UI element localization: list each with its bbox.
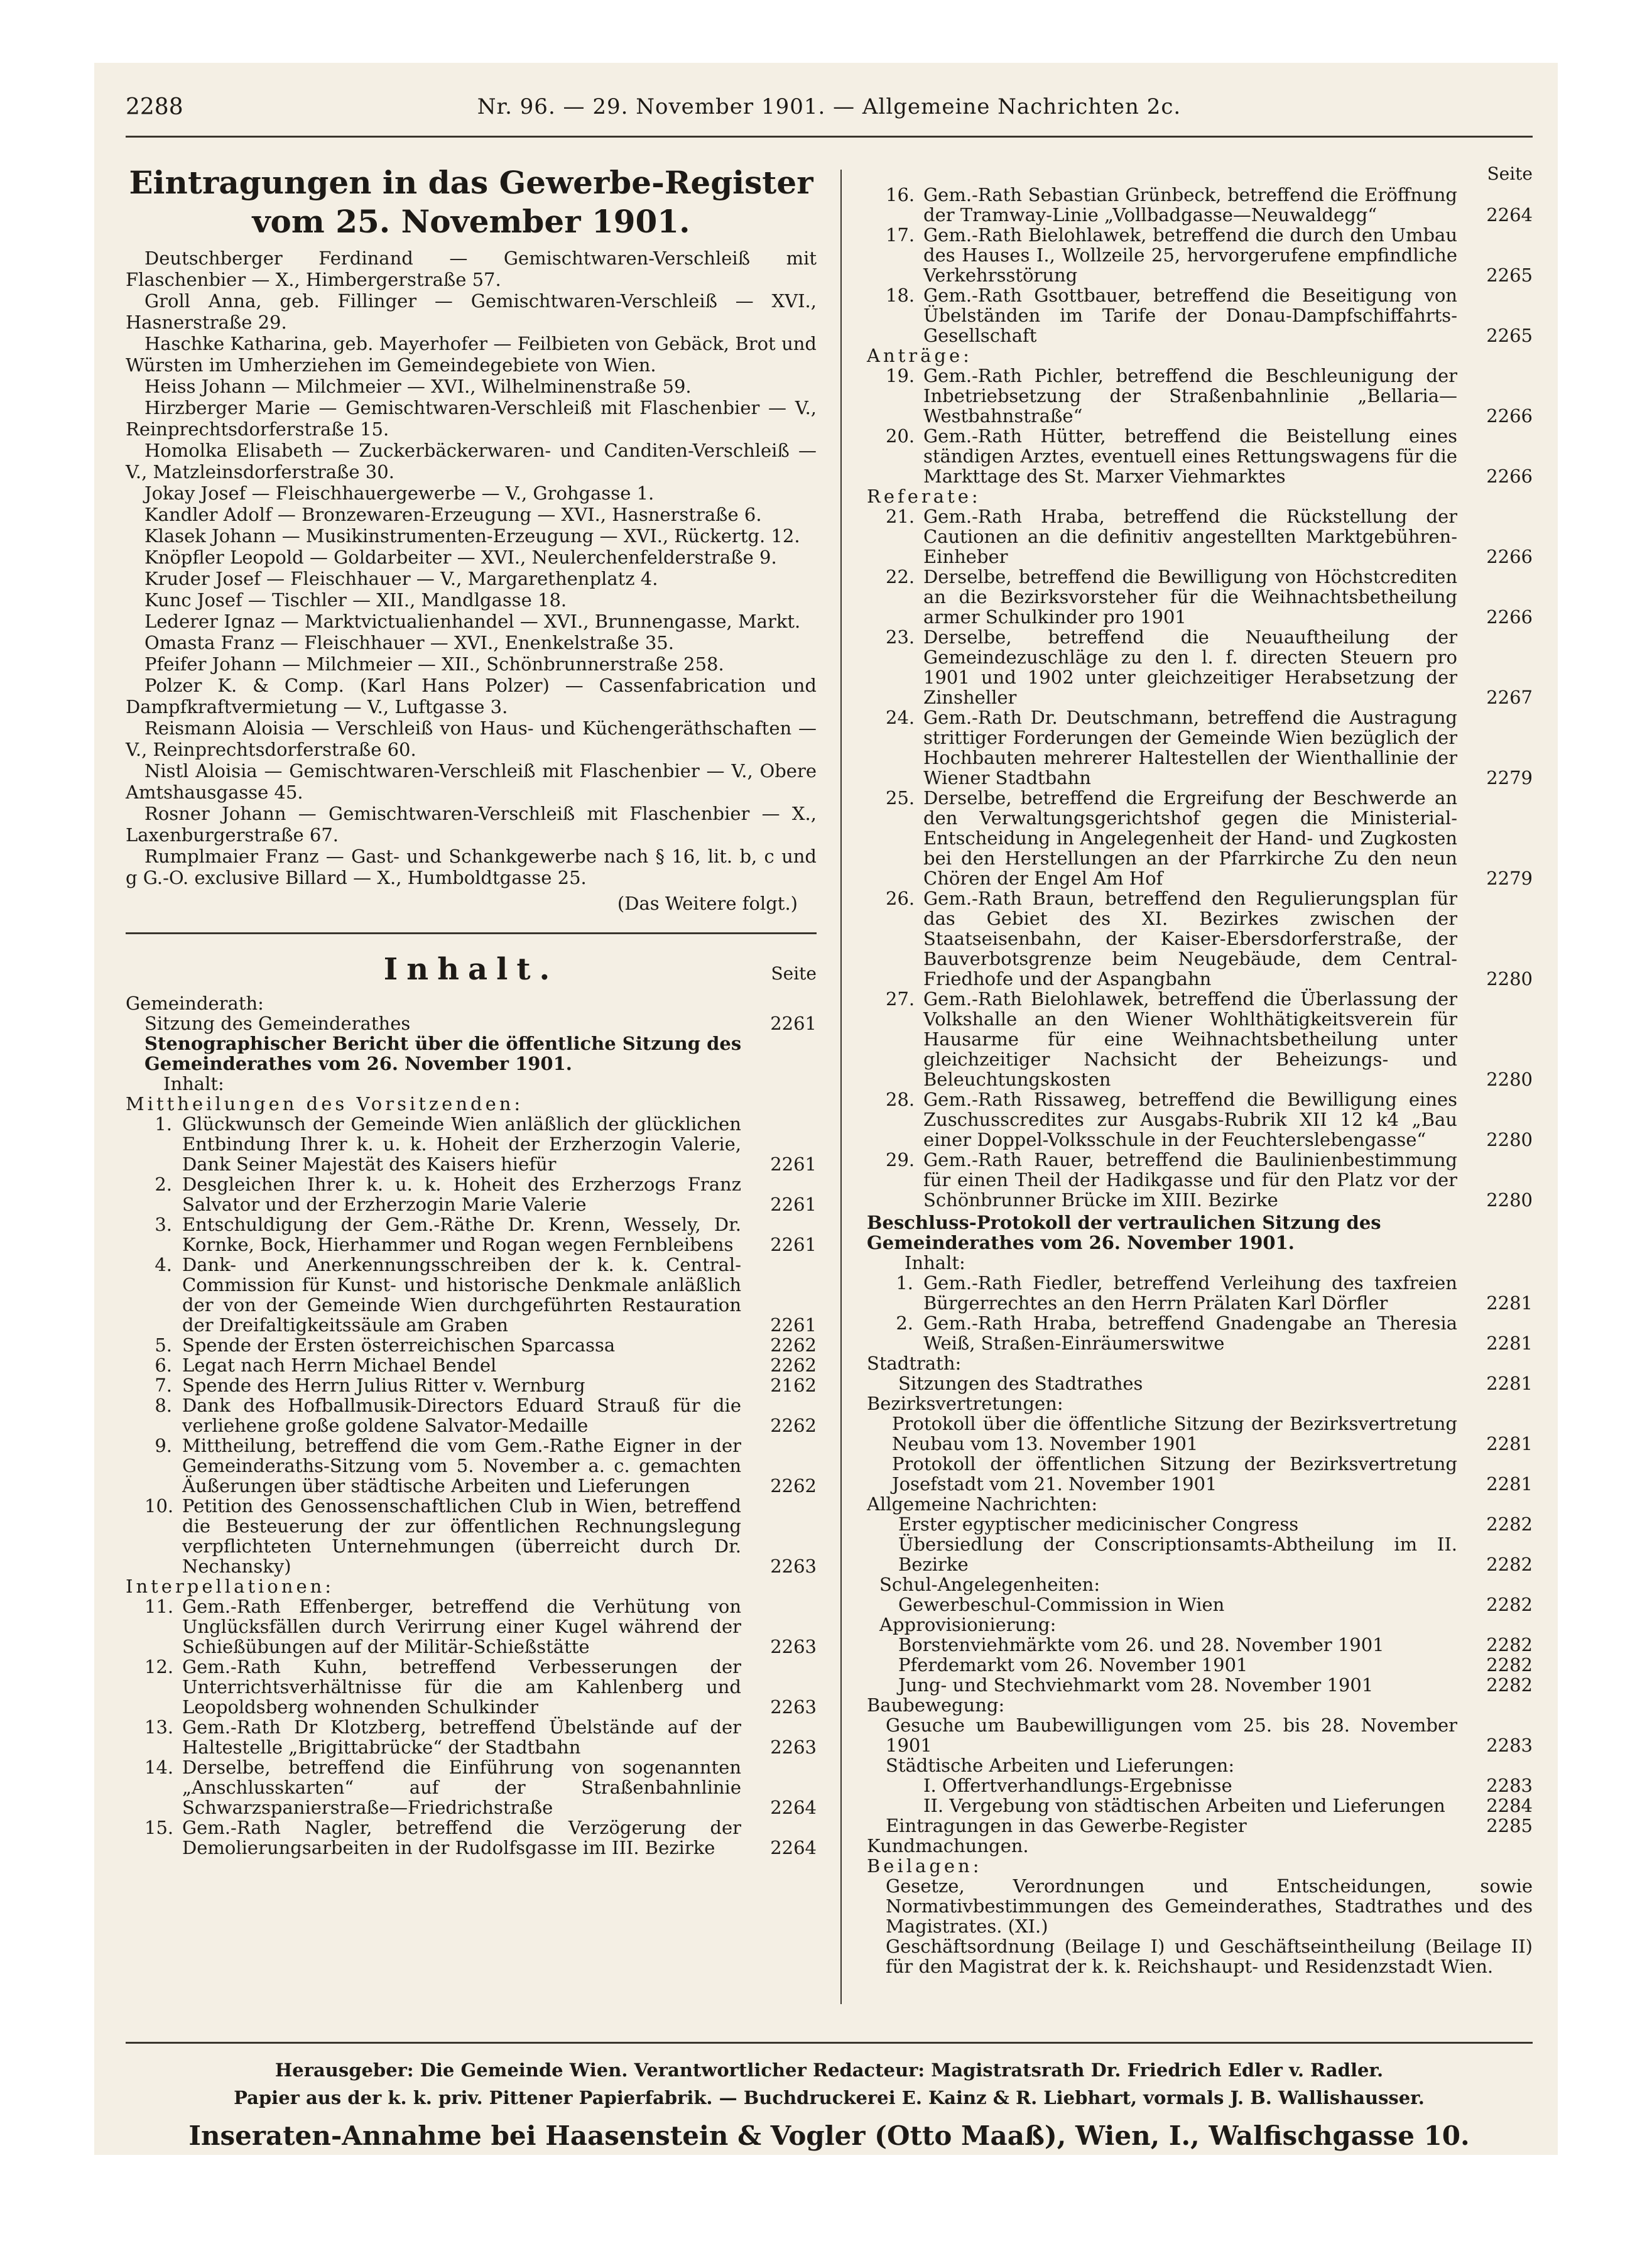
- toc-entry-text: Mittheilung, betreffend die vom Gem.-Rathe Eigner in der Gemeinderaths-Sitzung vom 5. November a. c. gemachten Äußerungen über städtische Arbeiten und Lieferungen: [182, 1435, 741, 1496]
- toc-entry-page: 2266: [1486, 546, 1533, 567]
- toc-entry-text: Gem.-Rath Sebastian Grünbeck, betreffend die Eröffnung der Tramway-Linie „Vollbadgasse—Neuwaldegg“: [923, 184, 1457, 226]
- toc-entry-text: Dank des Hofballmusik-Directors Eduard Strauß für die verliehene große goldene Salvator-Medaille: [182, 1395, 741, 1436]
- beilagen-text-1: Gesetze, Verordnungen und Entscheidungen, sowie Normativbestimmungen des Gemeinderathes, Stadtrathes und des Magistrates. (XI.): [886, 1875, 1533, 1937]
- toc-entry-text: Übersiedlung der Conscriptionsamts-Abtheilung im II. Bezirke: [898, 1534, 1457, 1575]
- register-entry: Groll Anna, geb. Fillinger — Gemischtwaren-Verschleiß — XVI., Hasnerstraße 29.: [126, 290, 817, 333]
- toc-category-gemeinderath: Gemeinderath:: [126, 993, 264, 1014]
- toc-inhalt-label: Inhalt:: [163, 1073, 224, 1094]
- newspaper-page: [94, 63, 1558, 2155]
- toc-entry-page: 2281: [1486, 1473, 1533, 1495]
- toc-entry-text: Protokoll über die öffentliche Sitzung der Bezirksvertretung Neubau vom 13. November 1901: [892, 1413, 1457, 1454]
- toc-entry-text: Gem.-Rath Bielohlawek, betreffend die Überlassung der Volkshalle an den Wiener Wohlthätigkeitsverein für Hausarme für eine Weihnachtsbetheilung unter gleichzeitiger Nachsicht der Beheizungs- und Beleuchtungskosten: [923, 988, 1457, 1090]
- toc-entry-page: 2282: [1486, 1674, 1533, 1696]
- footer-publisher: Herausgeber: Die Gemeinde Wien. Verantwortlicher Redacteur: Magistratsrath Dr. Friedrich Edler v. Radler.: [274, 2059, 1384, 2081]
- toc-entry-number: 11.: [144, 1596, 174, 1617]
- toc-entry: [126, 1657, 817, 1717]
- toc-entry-number: 6.: [155, 1355, 172, 1376]
- toc-entry: [867, 285, 1533, 346]
- toc-mittheilungen-label: Mittheilungen des Vorsitzenden:: [126, 1093, 524, 1115]
- toc-entry-text: Desgleichen Ihrer k. u. k. Hoheit des Erzherzogs Franz Salvator und der Erzherzogin Marie Valerie: [182, 1174, 741, 1215]
- allg-list: [867, 1514, 1533, 1574]
- toc-entry-page: 2281: [1486, 1292, 1533, 1314]
- register-entry: Knöpfler Leopold — Goldarbeiter — XVI., Neulerchenfelderstraße 9.: [144, 547, 777, 568]
- beilagen-text-2: Geschäftsordnung (Beilage I) und Geschäftseintheilung (Beilage II) für den Magistrat der k. k. Reichshaupt- und Residenzstadt Wien.: [886, 1936, 1533, 1977]
- register-date: vom 25. November 1901.: [252, 203, 690, 240]
- toc-entry-text: Gem.-Rath Gsottbauer, betreffend die Beseitigung von Übelständen im Tarife der Donau-Dampfschiffahrts-Gesellschaft: [923, 285, 1457, 346]
- toc-entry-page: 2280: [1486, 1189, 1533, 1211]
- toc-entry-text: Gem.-Rath Hraba, betreffend Gnadengabe an Theresia Weiß, Straßen-Einräumerswitwe: [923, 1312, 1457, 1354]
- toc-entry: [867, 888, 1533, 989]
- register-entry: Homolka Elisabeth — Zuckerbäckerwaren- und Canditen-Verschleiß — V., Matzleinsdorferstraße 30.: [126, 440, 817, 482]
- toc-entry: [867, 627, 1533, 707]
- toc-entry: [126, 1214, 817, 1255]
- toc-entry-number: 2.: [896, 1312, 913, 1334]
- page-number: 2288: [126, 94, 183, 120]
- toc-entry-page: 2261: [770, 1314, 817, 1336]
- toc-entry-text: Gem.-Rath Pichler, betreffend die Beschleunigung der Inbetriebsetzung der Straßenbahnlinie „Bellaria—Westbahnstraße“: [923, 365, 1457, 427]
- toc-entry-page: 2265: [1486, 264, 1533, 286]
- toc-entry-text: Pferdemarkt vom 26. November 1901: [898, 1654, 1248, 1676]
- toc-entry-text: Gem.-Rath Fiedler, betreffend Verleihung des taxfreien Bürgerrechtes an den Herrn Prälaten Karl Dörfler: [923, 1272, 1457, 1314]
- toc-entry-text: Eintragungen in das Gewerbe-Register: [886, 1815, 1247, 1836]
- toc-entry: [867, 1273, 1533, 1313]
- register-title: Eintragungen in das Gewerbe-Register: [129, 164, 813, 201]
- right-seite-label: Seite: [1487, 163, 1533, 184]
- toc-entry: [867, 426, 1533, 486]
- toc-entry-page: 2262: [770, 1475, 817, 1496]
- interpellationen-continued-list: [867, 185, 1533, 346]
- column-separator: [840, 170, 842, 2004]
- toc-entry: [867, 788, 1533, 888]
- toc-entry-page: 2285: [1486, 1815, 1533, 1836]
- toc-entry-page: 2162: [770, 1375, 817, 1396]
- toc-entry-text: Gem.-Rath Effenberger, betreffend die Verhütung von Unglücksfällen durch Verirrung einer Kugel während der Schießübungen auf der Militär-Schießstätte: [182, 1596, 741, 1657]
- toc-entry-number: 4.: [155, 1254, 172, 1275]
- toc-entry-text: Protokoll der öffentlichen Sitzung der Bezirksvertretung Josefstadt vom 21. November 1901: [892, 1453, 1457, 1495]
- page-footer: [126, 2042, 1533, 2156]
- toc-entry: [126, 1596, 817, 1657]
- register-entry: Omasta Franz — Fleischhauer — XVI., Enenkelstraße 35.: [144, 632, 674, 653]
- toc-entry: [126, 1757, 817, 1818]
- toc-entry-page: 2264: [1486, 204, 1533, 226]
- appro-label: Approvisionierung:: [879, 1614, 1057, 1635]
- beschluss-inhalt-label: Inhalt:: [905, 1252, 965, 1273]
- toc-entry: [867, 1534, 1533, 1574]
- toc-entry-stadtrath: [867, 1373, 1533, 1393]
- toc-entry: [867, 1414, 1533, 1454]
- toc-entry: [867, 567, 1533, 627]
- register-entry: Haschke Katharina, geb. Mayerhofer — Feilbieten von Gebäck, Brot und Würsten im Umherziehen im Gemeindegebiete von Wien.: [126, 333, 817, 376]
- toc-entry-page: 2261: [770, 1234, 817, 1255]
- bezirk-label: Bezirksvertretungen:: [867, 1393, 1063, 1414]
- toc-title: Inhalt.: [383, 952, 559, 987]
- toc-entry-page: 2263: [770, 1696, 817, 1718]
- register-entry: Kunc Josef — Tischler — XII., Mandlgasse 18.: [144, 589, 567, 611]
- toc-entry-page: 2282: [1486, 1654, 1533, 1676]
- toc-entry-number: 5.: [155, 1334, 172, 1356]
- toc-entry-number: 25.: [886, 787, 915, 809]
- toc-entry-page: 2263: [770, 1736, 817, 1758]
- toc-entry-page: 2281: [1486, 1433, 1533, 1454]
- toc-entry-page: 2279: [1486, 767, 1533, 788]
- toc-entry-number: 3.: [155, 1214, 172, 1235]
- toc-entry-number: 12.: [144, 1656, 174, 1677]
- toc-interpellationen-label: Interpellationen:: [126, 1576, 335, 1597]
- toc-entry-text: Jung- und Stechviehmarkt vom 28. November 1901: [898, 1674, 1374, 1696]
- toc-entry-page: 2263: [770, 1556, 817, 1577]
- register-entry: Nistl Aloisia — Gemischtwaren-Verschleiß mit Flaschenbier — V., Obere Amtshausgasse 45.: [126, 760, 817, 803]
- referate-label: Referate:: [867, 486, 981, 507]
- toc-entry-page: 2280: [1486, 1069, 1533, 1090]
- toc-entry-text: Glückwunsch der Gemeinde Wien anläßlich der glücklichen Entbindung Ihrer k. u. k. Hoheit der Erzherzogin Valerie, Dank Seiner Majestät des Kaisers hiefür: [182, 1113, 741, 1175]
- page-header: [126, 94, 1533, 132]
- right-column: [867, 163, 1533, 1976]
- toc-entry: [867, 989, 1533, 1089]
- toc-entry-text: Derselbe, betreffend die Ergreifung der Beschwerde an den Verwaltungsgerichtshof gegen die Ministerial-Entscheidung in Angelegenheit der Hand- und Zugkosten bei den Herstellungen an der Pfarrkirche Zu den neun Chören der Engel Am Hof: [923, 787, 1457, 889]
- antraege-label: Anträge:: [867, 345, 972, 366]
- appro-list: [867, 1635, 1533, 1695]
- toc-entry: [867, 1454, 1533, 1494]
- toc-entry-text: Legat nach Herrn Michael Bendel: [182, 1355, 497, 1376]
- allg-label: Allgemeine Nachrichten:: [867, 1493, 1098, 1515]
- toc-entry-number: 26.: [886, 888, 915, 909]
- toc-entry-number: 15.: [144, 1817, 174, 1838]
- toc-entry-text: Gesuche um Baubewilligungen vom 25. bis 28. November 1901: [886, 1714, 1457, 1756]
- toc-entry: [867, 1635, 1533, 1655]
- steno-title: Stenographischer Bericht über die öffentliche Sitzung des Gemeinderathes vom 26. November 1901.: [144, 1033, 742, 1074]
- toc-entry: [867, 1775, 1533, 1796]
- toc-entry-number: 29.: [886, 1149, 915, 1170]
- toc-entry-number: 16.: [886, 184, 915, 205]
- toc-entry-page: 2263: [770, 1636, 817, 1657]
- register-entry: Rumplmaier Franz — Gast- und Schankgewerbe nach § 16, lit. b, c und g G.-O. exclusive Billard — X., Humboldtgasse 25.: [126, 846, 817, 888]
- toc-entry-number: 28.: [886, 1089, 915, 1110]
- toc-entry-text: Sitzung des Gemeinderathes: [144, 1013, 411, 1034]
- toc-entry-page: 2262: [770, 1334, 817, 1356]
- toc-entry-text: Spende der Ersten österreichischen Sparcassa: [182, 1334, 616, 1356]
- toc-entry-text: Gem.-Rath Nagler, betreffend die Verzögerung der Demolierungsarbeiten in der Rudolfsgasse im III. Bezirke: [182, 1817, 741, 1858]
- toc-entry: [867, 1796, 1533, 1816]
- toc-entry: [867, 185, 1533, 225]
- toc-entry-page: 2267: [1486, 687, 1533, 708]
- toc-entry-text: Petition des Genossenschaftlichen Club in Wien, betreffend die Besteuerung der zur öffentlichen Rechnungslegung verpflichteten Unternehmungen (überreicht durch Dr. Nechansky): [182, 1495, 741, 1577]
- toc-entry-text: Entschuldigung der Gem.-Räthe Dr. Krenn, Wessely, Dr. Kornke, Bock, Hierhammer und Rogan wegen Fernbleibens: [182, 1214, 741, 1255]
- footer-advertising: Inseraten-Annahme bei Haasenstein & Vogler (Otto Maaß), Wien, I., Walfischgasse 10.: [188, 2120, 1470, 2151]
- register-entry: Rosner Johann — Gemischtwaren-Verschleiß mit Flaschenbier — X., Laxenburgerstraße 67.: [126, 803, 817, 846]
- toc-entry-page: 2280: [1486, 1129, 1533, 1150]
- toc-entry-text: Gem.-Rath Hütter, betreffend die Beistellung eines ständigen Arztes, eventuell eines Rettungswagens für die Markttage des St. Marxer Viehmarktes: [923, 425, 1457, 487]
- toc-entry-text: Gem.-Rath Kuhn, betreffend Verbesserungen der Unterrichtsverhältnisse für die am Kahlenberg und Leopoldsberg wohnenden Schulkinder: [182, 1656, 741, 1718]
- toc-entry-number: 13.: [144, 1716, 174, 1738]
- toc-entry-text: Gem.-Rath Braun, betreffend den Regulierungsplan für das Gebiet des XI. Bezirkes zwischen der Staatseisenbahn, der Kaiser-Ebersdorferstraße, der Bauverbotsgrenze beim Neugebäude, dem Central-Friedhofe und der Aspangbahn: [923, 888, 1457, 989]
- toc-entry: [867, 1655, 1533, 1675]
- toc-entry-page: 2280: [1486, 968, 1533, 989]
- toc-entry-page: 2264: [770, 1797, 817, 1818]
- toc-entry: [126, 1395, 817, 1436]
- toc-entry-number: 2.: [155, 1174, 172, 1195]
- toc-entry-page: 2262: [770, 1415, 817, 1436]
- toc-entry-page: 2265: [1486, 325, 1533, 346]
- toc-entry: [867, 225, 1533, 285]
- toc-entry-number: 9.: [155, 1435, 172, 1456]
- toc-entry-number: 1.: [155, 1113, 172, 1135]
- interpellationen-list: [126, 1596, 817, 1858]
- toc-entry-text: Gem.-Rath Bielohlawek, betreffend die durch den Umbau des Hauses I., Wollzeile 25, hervorgerufene empfindliche Verkehrsstörung: [923, 224, 1457, 286]
- toc-entry-number: 24.: [886, 707, 915, 728]
- toc-entry-text: Gem.-Rath Rauer, betreffend die Baulinienbestimmung für einen Theil der Hadikgasse und für den Platz vor der Schönbrunner Brücke im XIII. Bezirke: [923, 1149, 1457, 1211]
- toc-entry: [867, 707, 1533, 788]
- toc-entry-text: Borstenviehmärkte vom 26. und 28. November 1901: [898, 1634, 1384, 1655]
- toc-entry-number: 21.: [886, 506, 915, 527]
- toc-entry-text: Sitzungen des Stadtrathes: [898, 1373, 1143, 1394]
- bezirk-list: [867, 1414, 1533, 1494]
- toc-entry-text: Spende des Herrn Julius Ritter v. Wernburg: [182, 1375, 585, 1396]
- toc-entry-text: Gewerbeschul-Commission in Wien: [898, 1594, 1225, 1615]
- toc-entry: [126, 1255, 817, 1335]
- toc-seite-label: Seite: [771, 963, 817, 984]
- toc-entry-text: Dank- und Anerkennungsschreiben der k. k. Central-Commission für Kunst- und historische Denkmale anläßlich der von der Gemeinde Wien durchgeführten Restauration der Dreifaltigkeitssäule am Graben: [182, 1254, 741, 1336]
- register-entry: Hirzberger Marie — Gemischtwaren-Verschleiß mit Flaschenbier — V., Reinprechtsdorferstraße 15.: [126, 397, 817, 440]
- toc-entry-text: Derselbe, betreffend die Neuauftheilung der Gemeindezuschläge zu den l. f. directen Steuern pro 1901 und 1902 unter gleichzeitiger Herabsetzung der Zinsheller: [923, 626, 1457, 708]
- toc-entry-number: 17.: [886, 224, 915, 246]
- toc-entry: [126, 1114, 817, 1174]
- toc-entry: [126, 1496, 817, 1576]
- beschluss-title: Beschluss-Protokoll der vertraulichen Sitzung des Gemeinderathes vom 26. November 1901.: [867, 1212, 1381, 1253]
- toc-entry-text: Gem.-Rath Dr. Deutschmann, betreffend die Austragung strittiger Forderungen der Gemeinde Wien bezüglich der Hochbauten mehrerer Haltestellen der Wienthallinie der Wiener Stadtbahn: [923, 707, 1457, 788]
- toc-entry: [126, 1818, 817, 1858]
- staedt-label: Städtische Arbeiten und Lieferungen:: [886, 1755, 1235, 1776]
- register-entry: Heiss Johann — Milchmeier — XVI., Wilhelminenstraße 59.: [144, 376, 692, 397]
- toc-entry-text: Gem.-Rath Rissaweg, betreffend die Bewilligung eines Zuschusscredites zur Ausgabs-Rubrik XII 12 k4 „Bau einer Doppel-Volksschule in der Feuchterslebengasse“: [923, 1089, 1457, 1150]
- toc-entry-page: 2283: [1486, 1735, 1533, 1756]
- toc-entry-page: 2282: [1486, 1634, 1533, 1655]
- toc-entry: [126, 1335, 817, 1355]
- toc-entry: [867, 1675, 1533, 1695]
- toc-entry-text: Derselbe, betreffend die Einführung von sogenannten „Anschlusskarten“ auf der Straßenbahnlinie Schwarzspanierstraße—Friedrichstraße: [182, 1757, 741, 1818]
- toc-entry-text: I. Offertverhandlungs-Ergebnisse: [923, 1775, 1232, 1796]
- toc-entry-page: 2261: [770, 1153, 817, 1175]
- toc-entry-number: 1.: [896, 1272, 913, 1294]
- toc-entry: [867, 366, 1533, 426]
- referate-list: [867, 506, 1533, 1210]
- staedt-list: [867, 1775, 1533, 1816]
- toc-entry: [867, 1514, 1533, 1534]
- toc-entry-page: 2283: [1486, 1775, 1533, 1796]
- toc-entry-page: 2281: [1486, 1333, 1533, 1354]
- toc-entry-page: 2282: [1486, 1513, 1533, 1535]
- register-entry: Kandler Adolf — Bronzewaren-Erzeugung — XVI., Hasnerstraße 6.: [144, 504, 762, 525]
- toc-entry-page: 2281: [1486, 1373, 1533, 1394]
- register-entry: Jokay Josef — Fleischhauergewerbe — V., Grohgasse 1.: [144, 482, 655, 504]
- beschluss-list: [867, 1273, 1533, 1353]
- toc-entry-number: 8.: [155, 1395, 172, 1416]
- register-entry: Pfeifer Johann — Milchmeier — XII., Schönbrunnerstraße 258.: [144, 653, 724, 675]
- section-divider: [126, 932, 817, 934]
- toc-entry: [126, 1717, 817, 1757]
- toc-entry: [126, 1174, 817, 1214]
- antraege-list: [867, 366, 1533, 486]
- mittheilungen-list: [126, 1114, 817, 1576]
- beilagen-label: Beilagen:: [867, 1855, 982, 1877]
- register-entry: Deutschberger Ferdinand — Gemischtwaren-Verschleiß mit Flaschenbier — X., Himbergerstraße 57.: [126, 248, 817, 290]
- toc-entry-page: 2284: [1486, 1795, 1533, 1816]
- bau-label: Baubewegung:: [867, 1694, 1005, 1716]
- register-entry: Klasek Johann — Musikinstrumenten-Erzeugung — XVI., Rückertg. 12.: [144, 525, 800, 547]
- toc-header: [126, 952, 817, 993]
- toc-entry-text: II. Vergebung von städtischen Arbeiten und Lieferungen: [923, 1795, 1445, 1816]
- register-entry: Polzer K. & Comp. (Karl Hans Polzer) — Cassenfabrication und Dampfkraftvermietung — V., Luftgasse 3.: [126, 675, 817, 717]
- left-column: [126, 163, 817, 1858]
- toc-entry: [126, 1436, 817, 1496]
- toc-entry-number: 19.: [886, 365, 915, 386]
- register-continued: (Das Weitere folgt.): [617, 893, 798, 914]
- toc-entry-number: 10.: [144, 1495, 174, 1517]
- toc-entry-number: 18.: [886, 285, 915, 306]
- register-entry: Kruder Josef — Fleischhauer — V., Margarethenplatz 4.: [144, 568, 658, 589]
- header-title: Nr. 96. — 29. November 1901. — Allgemeine Nachrichten 2c.: [477, 94, 1182, 119]
- toc-entry-number: 7.: [155, 1375, 172, 1396]
- toc-entry-text: Erster egyptischer medicinischer Congress: [898, 1513, 1299, 1535]
- toc-entry-text: Derselbe, betreffend die Bewilligung von Höchstcrediten an die Bezirksvorsteher für die Weihnachtsbetheilung armer Schulkinder pro 1901: [923, 566, 1457, 628]
- header-rule: [126, 136, 1533, 138]
- toc-entry: [126, 1375, 817, 1395]
- toc-entry-number: 22.: [886, 566, 915, 587]
- toc-entry-page: 2266: [1486, 606, 1533, 628]
- toc-entry-page: 2282: [1486, 1594, 1533, 1615]
- toc-entry-number: 20.: [886, 425, 915, 447]
- stadtrath-label: Stadtrath:: [867, 1353, 962, 1374]
- footer-printer: Papier aus der k. k. priv. Pittener Papierfabrik. — Buchdruckerei E. Kainz & R. Liebhart, vormals J. B. Wallishausser.: [234, 2087, 1425, 2108]
- toc-entry-page: 2262: [770, 1355, 817, 1376]
- toc-entry-page: 2282: [1486, 1554, 1533, 1575]
- toc-entry-sitzung: [126, 1013, 817, 1033]
- toc-entry-page: 2261: [770, 1013, 817, 1034]
- register-entry: Lederer Ignaz — Marktvictualienhandel — XVI., Brunnengasse, Markt.: [144, 611, 801, 632]
- kundmachungen-label: Kundmachungen.: [867, 1835, 1029, 1856]
- toc-entry-text: Gem.-Rath Hraba, betreffend die Rückstellung der Cautionen an die definitiv angestellten Marktgebühren-Einheber: [923, 506, 1457, 567]
- toc-entry-schul: [867, 1595, 1533, 1615]
- toc-entry: [867, 506, 1533, 567]
- register-entry: Reismann Aloisia — Verschleiß von Haus- und Küchengeräthschaften — V., Reinprechtsdorferstraße 60.: [126, 717, 817, 760]
- toc-entry: [126, 1355, 817, 1375]
- toc-entry-page: 2266: [1486, 405, 1533, 427]
- toc-entry-page: 2279: [1486, 868, 1533, 889]
- register-list: [126, 248, 817, 888]
- toc-entry: [867, 1313, 1533, 1353]
- toc-entry: [867, 1150, 1533, 1210]
- toc-entry-eintragungen: [867, 1816, 1533, 1836]
- schul-label: Schul-Angelegenheiten:: [879, 1574, 1100, 1595]
- toc-entry-page: 2264: [770, 1837, 817, 1858]
- toc-entry-page: 2266: [1486, 466, 1533, 487]
- toc-entry-text: Gem.-Rath Dr Klotzberg, betreffend Übelstände auf der Haltestelle „Brigittabrücke“ der Stadtbahn: [182, 1716, 741, 1758]
- toc-entry-page: 2261: [770, 1194, 817, 1215]
- toc-entry-number: 14.: [144, 1757, 174, 1778]
- toc-entry-number: 27.: [886, 988, 915, 1010]
- toc-entry: [867, 1089, 1533, 1150]
- toc-entry-number: 23.: [886, 626, 915, 648]
- footer-rule: [126, 2042, 1533, 2044]
- toc-entry-bau: [867, 1715, 1533, 1755]
